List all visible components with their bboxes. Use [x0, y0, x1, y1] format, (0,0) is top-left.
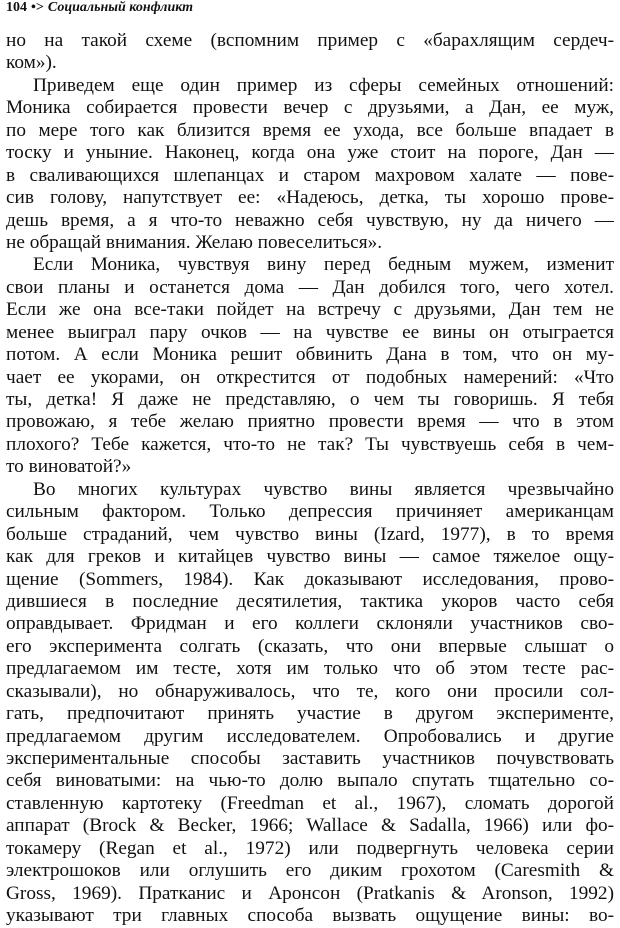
text-line: Gross, 1969). Пратканис и Аронсон (Pratkanis & Aronson, 1992)	[6, 882, 614, 904]
text-line: экспериментальные способы заставить участников почувствовать	[6, 748, 614, 769]
text-line: менее выиграл пару очков — на чувстве ее вины он отыграется	[6, 321, 614, 343]
text-line: ставленную картотеку (Freedman et al., 1967), сломать дорогой	[6, 792, 614, 814]
running-header	[6, 0, 614, 16]
text-line: гать, предпочитают принять участие в другом эксперименте,	[6, 703, 614, 725]
page-number: 104	[6, 0, 27, 15]
text-line: Во многих культурах чувство вины является чрезвычайно	[33, 478, 614, 500]
text-line: ты, детка! Я даже не представляю, о чем ты говоришь. Я тебя	[6, 389, 614, 410]
arrow-glyph: •>	[31, 0, 44, 15]
text-line: как для греков и китайцев чувство вины — самое тяжелое ощу-	[6, 546, 614, 568]
text-line: его эксперимента солгать (сказать, что они впервые слышат о	[6, 635, 614, 657]
text-line: щение (Sommers, 1984). Как доказывают исследования, прово-	[6, 568, 614, 590]
text-line: предлагаемом другим исследователем. Опробовались и другие	[6, 725, 614, 747]
text-line: аппарат (Brock & Becker, 1966; Wallace & Sadalla, 1966) или фо-	[6, 815, 614, 837]
text-line: дившиеся в последние десятилетия, тактика укоров часто себя	[6, 590, 614, 612]
text-line: сив голову, напутствует ее: «Надеюсь, детка, ты хорошо прове-	[6, 187, 614, 209]
text-line: ком»).	[6, 52, 57, 74]
text-line: токамеру (Regan et al., 1972) или подвергнуть человека серии	[6, 837, 614, 859]
text-line: свои планы и останется дома — Дан добился того, чего хотел.	[6, 276, 614, 298]
text-line: провожаю, я тебе желаю приятно провести время — что в этом	[6, 411, 614, 433]
text-line: предлагаемом им тесте, хотя им только что об этом тесте рас-	[6, 658, 614, 680]
text-line: Если Моника, чувствуя вину перед бедным мужем, изменит	[33, 254, 614, 276]
text-line: не обращай внимания. Желаю повеселиться».	[6, 231, 383, 253]
text-line: оправдывает. Фридман и его коллеги склоняли участников сво-	[6, 613, 614, 635]
text-line: себя виноватыми: на чью-то долю выпало спутать тщательно со-	[6, 770, 614, 792]
text-line: плохого? Тебе кажется, что-то не так? Ты чувствуешь себя в чем-	[6, 433, 614, 455]
text-line: Если же она все-таки пойдет на встречу с друзьями, Дан тем не	[6, 299, 614, 321]
text-line: Моника собирается провести вечер с друзьями, а Дан, ее муж,	[6, 97, 614, 119]
text-line: сказывали), но обнаруживалось, что те, кого они просили сол-	[6, 680, 614, 702]
body-text	[6, 30, 614, 928]
text-line: электрошоков или оглушить его диким грохотом (Caresmith &	[6, 860, 614, 882]
text-line: чает ее укорами, он открестится от подобных намерений: «Что	[6, 366, 614, 388]
running-title: Социальный конфликт	[47, 0, 194, 15]
text-line: Приведем еще один пример из сферы семейных отношений:	[33, 74, 614, 96]
text-line: по мере того как близится время ее ухода, все больше впадает в	[6, 119, 614, 141]
text-line: потом. А если Моника решит обвинить Дана в том, что он му-	[6, 344, 614, 366]
text-line: но на такой схеме (вспомним пример с «барахлящим сердеч-	[6, 30, 614, 51]
text-line: в сваливающихся шлепанцах и старом махровом халате — пове-	[6, 164, 614, 186]
text-line: больше страданий, чем чувство вины (Izard, 1977), в то время	[6, 523, 614, 545]
text-line: сильным фактором. Только депрессия причиняет американцам	[6, 501, 614, 523]
text-line: указывают три главных способа вызвать ощущение вины: во-	[6, 905, 614, 927]
text-line: тоску и уныние. Наконец, когда она уже стоит на пороге, Дан —	[6, 142, 614, 164]
text-line: дешь время, а я что-то неважно себя чувствую, ну да ничего —	[6, 209, 614, 231]
text-line: то виноватой?»	[6, 456, 132, 478]
